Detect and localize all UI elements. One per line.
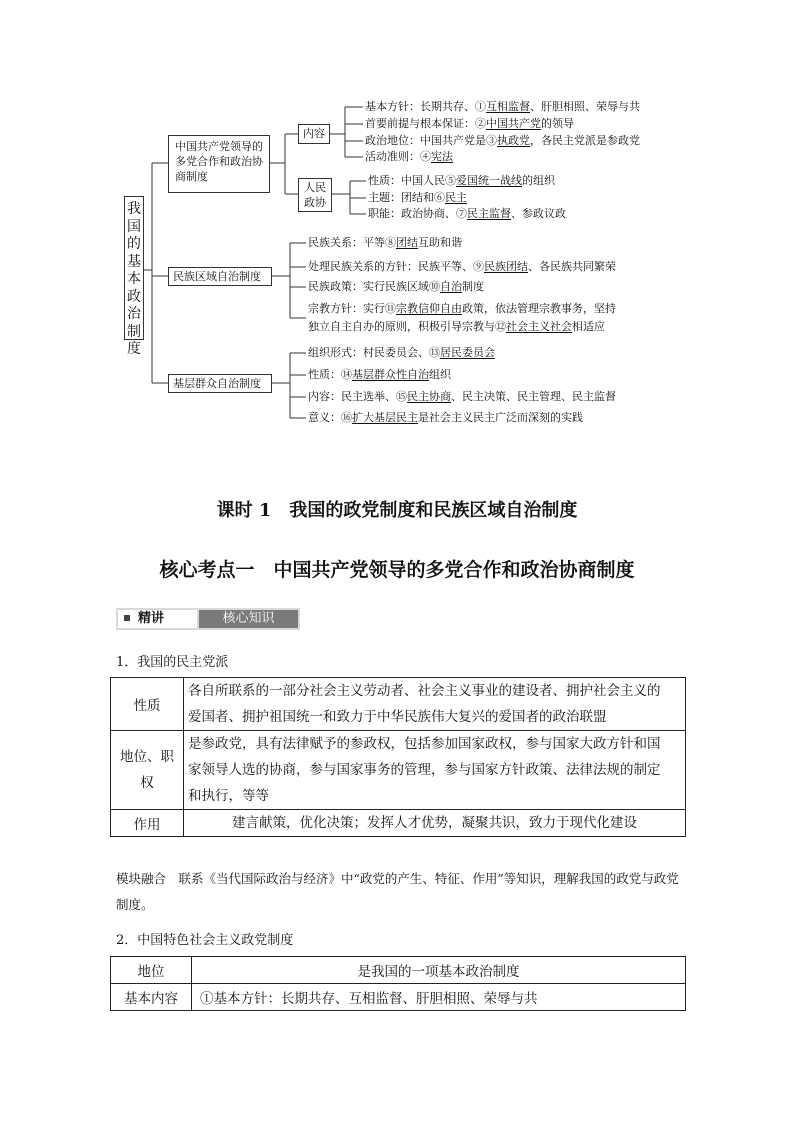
node-neirong-label: 内容 xyxy=(303,127,325,140)
table-head: 性质 xyxy=(111,678,184,731)
table-cell: 是参政党，具有法律赋予的参政权，包括参加国家政权，参与国家大政方针和国 家领导人选的协商，参与国家事务的管理，参与国家方针政策、法律法规的制定 和执行，等等 xyxy=(184,731,686,810)
neirong-item: 基本方针：长期共存、①互相监督、肝胆相照、荣辱与共 xyxy=(365,100,640,113)
table-row xyxy=(111,731,686,810)
grassroots-item: 意义：⑯扩大基层民主是社会主义民主广泛而深刻的实践 xyxy=(308,411,583,424)
branch-ethnic-label: 民族区域自治制度 xyxy=(173,270,261,283)
neirong-item: 首要前提与根本保证：②中国共产党的领导 xyxy=(365,117,574,130)
table-head: 地位 xyxy=(111,957,192,984)
table-head: 基本内容 xyxy=(111,984,192,1011)
square-bullet-icon xyxy=(124,615,130,621)
table-head: 地位、职权 xyxy=(111,731,184,810)
table-cell: 建言献策，优化决策；发挥人才优势，凝聚共识，致力于现代化建设 xyxy=(184,810,686,837)
table-row xyxy=(111,984,686,1011)
node-neirong xyxy=(298,124,330,144)
grassroots-item: 组织形式：村民委员会、⑬居民委员会 xyxy=(308,346,495,359)
table-cell: 是我国的一项基本政治制度 xyxy=(192,957,686,984)
module-note: 模块融合 联系《当代国际政治与经济》中“政党的产生、特征、作用”等知识，理解我国的政党与政党制度。 xyxy=(116,871,679,912)
table-row xyxy=(111,957,686,984)
branch-multiparty-label: 中国共产党领导的多党合作和政治协商制度 xyxy=(175,140,263,183)
table-cell: ①基本方针：长期共存、互相监督、肝胆相照、荣辱与共 xyxy=(192,984,686,1011)
node-renmin-label: 人民政协 xyxy=(304,181,326,209)
section1-heading: 1．我国的民主党派 xyxy=(116,655,229,670)
table-head: 作用 xyxy=(111,810,184,837)
branch-multiparty-title xyxy=(168,135,270,193)
ethnic-item: 宗教方针：实行⑪宗教信仰自由政策，依法管理宗教事务，坚持 xyxy=(308,302,616,315)
ethnic-item: 民族关系：平等⑧团结互助和谐 xyxy=(308,236,462,249)
section-banner xyxy=(116,608,300,630)
renmin-item: 主题：团结和⑥民主 xyxy=(368,191,467,204)
neirong-item: 活动准则：④宪法 xyxy=(365,150,453,163)
banner-right: 核心知识 xyxy=(199,610,298,628)
table-row xyxy=(111,678,686,731)
branch-grassroots-title xyxy=(168,374,272,393)
banner-left: 精讲 xyxy=(118,610,197,628)
point-title: 核心考点一 中国共产党领导的多党合作和政治协商制度 xyxy=(159,559,635,581)
ethnic-item: 民族政策：实行民族区域⑩自治制度 xyxy=(308,280,484,293)
neirong-item: 政治地位：中国共产党是③执政党，各民主党派是参政党 xyxy=(365,134,640,147)
lesson-title: 课时 1 我国的政党制度和民族区域自治制度 xyxy=(216,500,578,521)
parties-table xyxy=(110,677,686,837)
ethnic-item: 独立自主自办的原则，积极引导宗教与⑫社会主义社会相适应 xyxy=(308,320,605,333)
section2-heading: 2．中国特色社会主义政党制度 xyxy=(116,933,294,948)
grassroots-item: 内容：民主选举、⑮民主协商、民主决策、民主管理、民主监督 xyxy=(308,390,616,403)
table-row xyxy=(111,810,686,837)
party-system-table xyxy=(110,956,686,1011)
branch-ethnic-title xyxy=(168,267,272,286)
node-renmin xyxy=(298,178,332,212)
renmin-item: 职能：政治协商、⑦民主监督、参政议政 xyxy=(368,207,566,220)
mindmap-root-label: 我国的基本政治制度 xyxy=(127,201,141,357)
branch-grassroots-label: 基层群众自治制度 xyxy=(173,377,261,390)
grassroots-item: 性质：⑭基层群众性自治组织 xyxy=(308,368,451,381)
ethnic-item: 处理民族关系的方针：民族平等、⑨民族团结、各民族共同繁荣 xyxy=(308,260,616,273)
mindmap-root xyxy=(124,196,144,357)
table-cell: 各自所联系的一部分社会主义劳动者、社会主义事业的建设者、拥护社会主义的 爱国者、拥护祖国统一和致力于中华民族伟大复兴的爱国者的政治联盟 xyxy=(184,678,686,731)
renmin-item: 性质：中国人民⑤爱国统一战线的组织 xyxy=(368,174,555,187)
